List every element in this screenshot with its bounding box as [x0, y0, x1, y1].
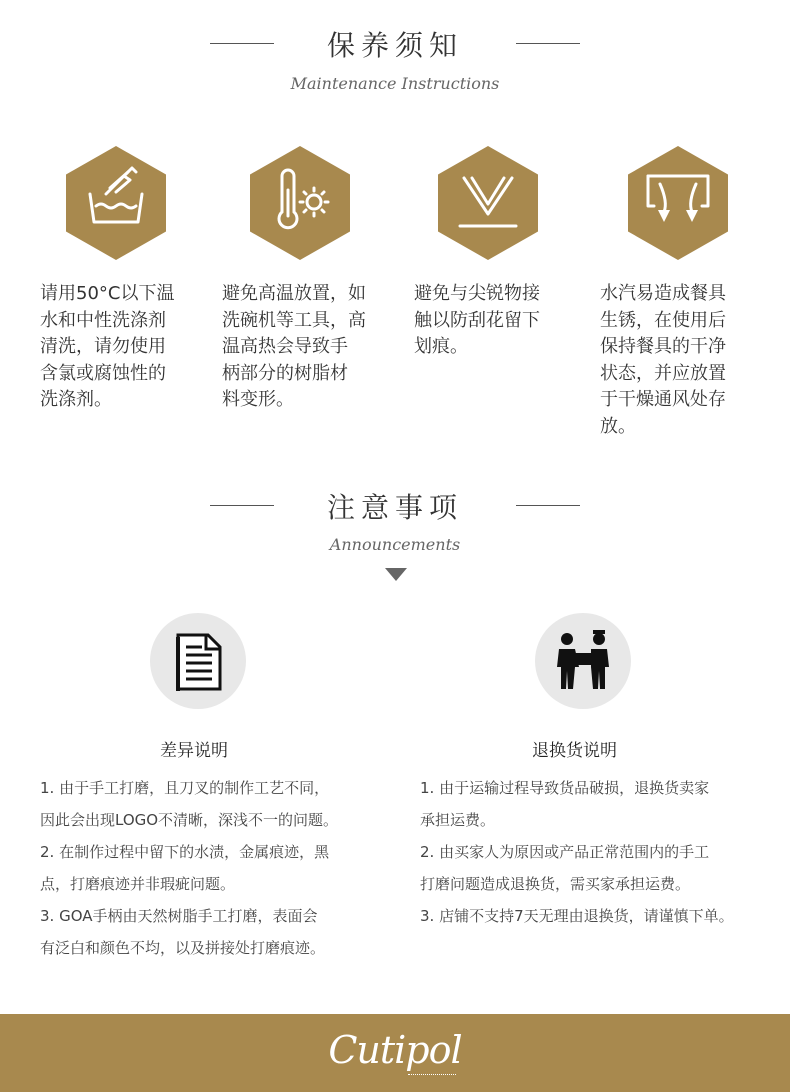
hand-wash-50-icon — [66, 146, 166, 260]
maintenance-text-wash: 请用50°C以下温 水和中性洗涤剂 清洗，请勿使用 含氯或腐蚀性的 洗涤剂。 — [40, 283, 175, 410]
return-heading: 退换货说明 — [532, 741, 617, 761]
maintenance-text-sharp: 避免与尖锐物接 触以防刮花留下 划痕。 — [414, 283, 540, 357]
list-item: 2. 由买家人为原因或产品正常范围内的手工 — [420, 843, 710, 861]
list-item: 3. GOA手柄由天然树脂手工打磨，表面会 — [40, 907, 318, 925]
list-item: 1. 由于手工打磨，且刀叉的制作工艺不同， — [40, 779, 330, 797]
title-rule-right — [516, 43, 580, 44]
list-item: 3. 店铺不支持7天无理由退换货，请谨慎下单。 — [420, 907, 734, 925]
list-item: 2. 在制作过程中留下的水渍，金属痕迹，黑 — [40, 843, 330, 861]
list-item: 打磨问题造成退换货，需买家承担运费。 — [420, 875, 691, 893]
thermometer-sun-icon — [250, 146, 350, 260]
maintenance-subtitle: Maintenance Instructions — [290, 74, 500, 93]
maintenance-text-dry: 水汽易造成餐具 生锈，在使用后 保持餐具的干净 状态，并应放置 于干燥通风处存 放。 — [600, 283, 726, 437]
maintenance-text-heat: 避免高温放置，如 洗碗机等工具，高 温高热会导致手 柄部分的树脂材 料变形。 — [222, 283, 366, 410]
list-item: 1. 由于运输过程导致货品破损，退换货卖家 — [420, 779, 710, 797]
announcements-title: 注意事项 — [326, 491, 463, 524]
delivery-handover-icon — [535, 613, 631, 709]
announce-rule-right — [516, 505, 580, 506]
drip-dry-icon — [628, 146, 728, 260]
difference-heading: 差异说明 — [160, 741, 228, 761]
footer-bar — [0, 1014, 790, 1092]
sharp-object-icon — [438, 146, 538, 260]
list-item: 有泛白和颜色不均，以及拼接处打磨痕迹。 — [40, 939, 326, 957]
list-item: 点，打磨痕迹并非瑕疵问题。 — [40, 875, 236, 893]
document-icon — [150, 613, 246, 709]
list-item: 承担运费。 — [420, 811, 496, 829]
list-item: 因此会出现LOGO不清晰，深浅不一的问题。 — [40, 811, 339, 829]
logo-underline — [408, 1074, 456, 1077]
down-arrow-icon — [385, 568, 407, 581]
difference-list — [40, 772, 338, 964]
maintenance-title: 保养须知 — [326, 29, 463, 62]
announcements-subtitle: Announcements — [329, 535, 461, 554]
brand-logo: Cutipol — [328, 1028, 462, 1072]
return-list — [420, 772, 734, 932]
